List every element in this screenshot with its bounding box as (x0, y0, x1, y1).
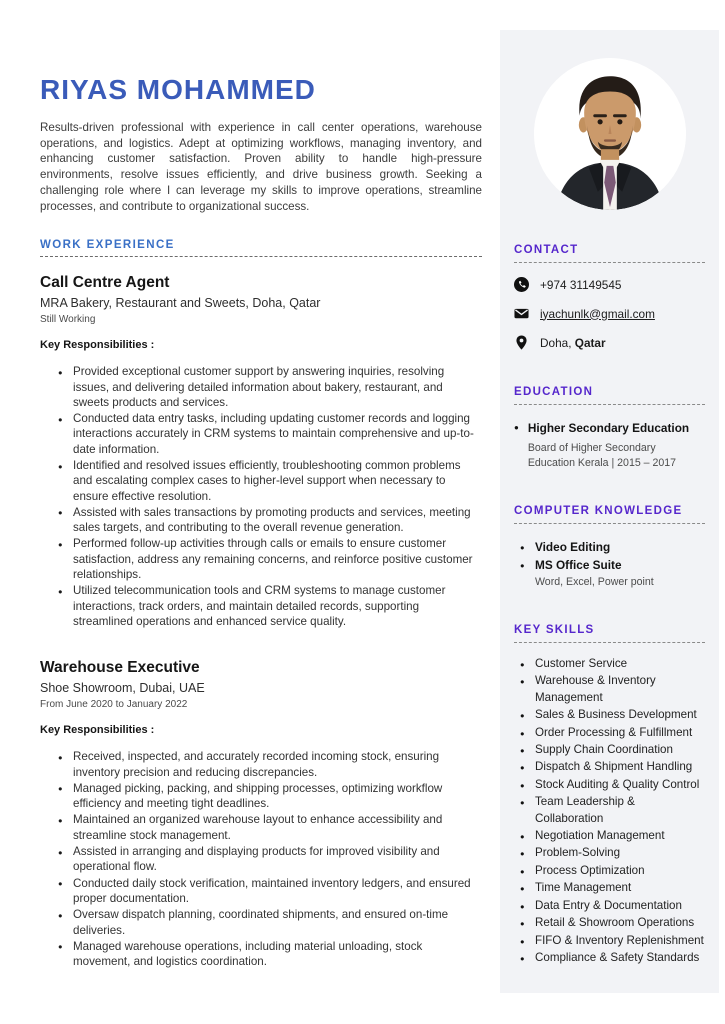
responsibility-item: ● Managed warehouse operations, including material unloading, stock movement, and logistics coordination. (58, 939, 482, 970)
key-skill-item: ● Data Entry & Documentation (520, 898, 705, 914)
responsibility-item: ● Identified and resolved issues efficiently, troubleshooting common problems and escalating complex cases to higher-level support when necessary to ensure effective resolution. (58, 458, 482, 504)
location-text (540, 336, 606, 350)
responsibility-item: ● Performed follow-up activities through calls or emails to ensure customer satisfaction, address any remaining concerns, and reinforce positive customer relationships. (58, 536, 482, 582)
key-skill-item: ● Stock Auditing & Quality Control (520, 777, 705, 793)
computer-knowledge-list (520, 538, 705, 574)
job-company: MRA Bakery, Restaurant and Sweets, Doha, Qatar (40, 296, 321, 311)
key-skill-item: ● Compliance & Safety Standards (520, 950, 705, 966)
education-entry (514, 421, 705, 471)
key-skill-item: ● Retail & Showroom Operations (520, 915, 705, 931)
responsibility-list (58, 364, 482, 629)
job-title: Warehouse Executive (40, 659, 200, 677)
key-skill-item: ● Negotiation Management (520, 828, 705, 844)
phone-number: +974 31149545 (540, 277, 622, 292)
responsibility-item: ● Provided exceptional customer support by answering inquiries, resolving issues, and delivering detailed information about bakery, restaurant, and sweets products and services. (58, 364, 482, 410)
key-skill-item: ● Warehouse & Inventory Management (520, 673, 705, 706)
key-skill-item: ● FIFO & Inventory Replenishment (520, 933, 705, 949)
key-skills-list (520, 656, 705, 966)
location-pin-icon (514, 335, 529, 350)
responsibility-item: ● Maintained an organized warehouse layout to enhance accessibility and streamline stock management. (58, 812, 482, 843)
location-city: Doha, (540, 335, 572, 350)
profile-photo-illustration (534, 58, 686, 210)
bullet-marker: ● (514, 423, 519, 432)
email-icon (514, 306, 529, 321)
section-divider (514, 404, 705, 405)
job-entry-warehouse-executive (40, 659, 482, 969)
resume-sidebar (500, 30, 719, 993)
resume-main-column (40, 0, 482, 970)
responsibility-item: ● Utilized telecommunication tools and CRM systems to manage customer interactions, track orders, and maintain detailed records, supporting streamlined operations and enhanced service quality. (58, 583, 482, 629)
section-divider (514, 523, 705, 524)
candidate-name: RIYAS MOHAMMED (40, 74, 316, 105)
key-skill-item: ● Supply Chain Coordination (520, 742, 705, 758)
education-heading: EDUCATION (514, 386, 594, 398)
section-divider (514, 262, 705, 263)
section-divider (40, 256, 482, 257)
responsibility-item: ● Conducted data entry tasks, including updating customer records and logging interactions accurately in CRM systems to maintain comprehensive and up-to-date information. (58, 411, 482, 457)
key-skill-item: ● Process Optimization (520, 863, 705, 879)
responsibility-item: ● Assisted with sales transactions by promoting products and services, meeting sales targets, and contributing to the overall revenue generation. (58, 505, 482, 536)
contact-location-row (514, 335, 705, 350)
profile-summary: Results-driven professional with experience in call center operations, warehouse operations, and logistics. Adept at optimizing workflows, managing inventory, and enhancing customer satisfaction. Proven ability to handle high-pressure environments, resolve issues efficiently, and drive business growth. Seeking a challenging role where I can leverage my skills to improve operations, streamline processes, and contribute to organizational success. (40, 121, 482, 213)
key-skill-item: ● Time Management (520, 880, 705, 896)
key-skill-item: ● Order Processing & Fulfillment (520, 725, 705, 741)
key-skills-heading: KEY SKILLS (514, 624, 595, 636)
job-title: Call Centre Agent (40, 274, 170, 292)
key-skill-item: ● Problem-Solving (520, 845, 705, 861)
computer-knowledge-item: ● Video Editing (520, 538, 705, 556)
education-institution: Board of Higher Secondary Education Kerala | 2015 – 2017 (527, 442, 677, 469)
job-period: From June 2020 to January 2022 (40, 699, 188, 711)
contact-phone-row (514, 277, 705, 292)
key-skill-item: ● Dispatch & Shipment Handling (520, 759, 705, 775)
computer-knowledge-heading: COMPUTER KNOWLEDGE (514, 505, 683, 517)
phone-icon (514, 277, 529, 292)
computer-knowledge-item: ● MS Office Suite (520, 556, 705, 574)
location-country: Qatar (574, 335, 606, 350)
responsibilities-label: Key Responsibilities : (40, 724, 155, 737)
key-skill-item: ● Team Leadership & Collaboration (520, 794, 705, 827)
computer-knowledge-detail: Word, Excel, Power point (535, 576, 654, 588)
job-company: Shoe Showroom, Dubai, UAE (40, 681, 205, 696)
responsibility-list (58, 749, 482, 969)
education-degree: Higher Secondary Education (527, 421, 690, 435)
key-skill-item: ● Sales & Business Development (520, 707, 705, 723)
responsibility-item: ● Conducted daily stock verification, maintained inventory ledgers, and ensured proper documentation. (58, 876, 482, 907)
job-entry-call-centre-agent (40, 274, 482, 629)
email-link[interactable]: iyachunlk@gmail.com (540, 306, 655, 321)
responsibilities-label: Key Responsibilities : (40, 339, 155, 352)
work-experience-heading: WORK EXPERIENCE (40, 239, 175, 252)
key-skill-item: ● Customer Service (520, 656, 705, 672)
contact-email-row (514, 306, 705, 321)
contact-heading: CONTACT (514, 244, 579, 256)
section-divider (514, 642, 705, 643)
job-period: Still Working (40, 314, 96, 326)
responsibility-item: ● Oversaw dispatch planning, coordinated shipments, and ensured on-time deliveries. (58, 907, 482, 938)
responsibility-item: ● Managed picking, packing, and shipping processes, optimizing workflow efficiency and meeting tight deadlines. (58, 781, 482, 812)
responsibility-item: ● Assisted in arranging and displaying products for improved visibility and operational flow. (58, 844, 482, 875)
responsibility-item: ● Received, inspected, and accurately recorded incoming stock, ensuring inventory precision and reducing discrepancies. (58, 749, 482, 780)
profile-photo (534, 58, 686, 210)
